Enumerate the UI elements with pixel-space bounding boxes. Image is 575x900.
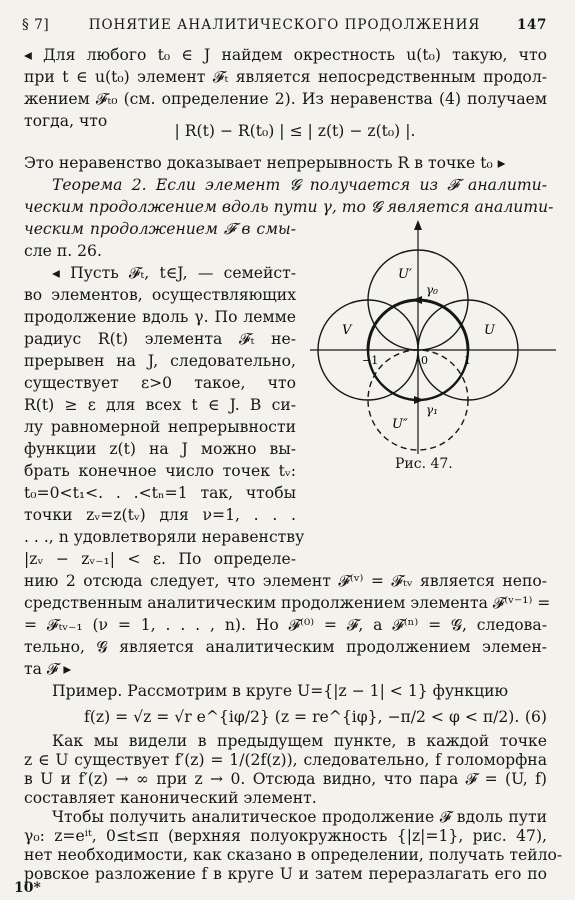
label-gamma0: γ₀ [426,283,438,297]
text-line: лу равномерной непрерывности [24,418,296,436]
text-line: функции z(t) на J можно вы- [24,440,296,458]
equation-line [24,706,547,728]
text-line: точки zᵥ=z(tᵥ) для ν=1, . . . [24,506,296,524]
theorem-line: Теорема 2. Если элемент 𝓖 получается из 𝓕 аналити- [52,176,547,194]
text-line: во элементов, осуществляющих [24,286,296,304]
text-line: ◂ Для любого t₀ ∈ J найдем окрестность u(t₀) такую, что [24,46,547,64]
text-line: нию 2 отсюда следует, что элемент 𝓕⁽ᵛ⁾ = 𝓕ₜᵥ является непо- [24,572,547,590]
text-line: Как мы видели в предыдущем пункте, в каждой точке [52,732,547,750]
text-line: при t ∈ u(t₀) элемент 𝓕ₜ является непосредственным продол- [24,68,547,86]
label-u: U [484,323,495,338]
running-header [22,17,547,41]
text-line: Это неравенство доказывает непрерывность R в точке t₀ ▸ [24,154,506,172]
figure-47 [300,218,562,478]
text-line: . . ., n удовлетворяли неравенству [24,528,305,546]
theorem-line: ческим продолжением вдоль пути γ, то 𝓖 является аналити- [24,198,554,216]
text-line: γ₀: z=eⁱᵗ, 0≤t≤π (верхняя полуокружность {|z|=1}, рис. 47), [24,827,547,845]
text-line: составляет канонический элемент. [24,789,317,807]
label-zero: 0 [421,354,428,367]
text-line: тогда, что [24,112,108,130]
text-line: ◂ Пусть 𝓕ₜ, t∈J, — семейст- [52,264,296,282]
circles-diagram [300,218,562,458]
text-line: радиус R(t) элемента 𝓕ₜ не- [24,330,296,348]
arrow-icon [412,296,422,304]
text-line: z ∈ U существует f′(z) = 1/(2f(z)), следовательно, f голоморфна [24,751,547,769]
text-line: продолжение вдоль γ. По лемме [24,308,296,326]
theorem-line: ческим продолжением 𝓕 в смы- [24,220,296,238]
label-minus-one: −1 [362,354,379,367]
text-line: R(t) ≥ ε для всех t ∈ J. В си- [24,396,296,414]
text-line: средственным аналитическим продолжением элемента 𝓕⁽ᵛ⁻¹⁾ = [24,594,551,612]
label-u-double-prime: U″ [392,417,408,432]
signature-mark: 10* [14,880,41,896]
text-line: брать конечное число точек tᵥ: [24,462,296,480]
text-line: = 𝓕ₜᵥ₋₁ (ν = 1, . . . , n). Но 𝓕⁽⁰⁾ = 𝓕, а 𝓕⁽ⁿ⁾ = 𝓖, следова- [24,616,547,634]
equation-line: | R(t) − R(t₀) | ≤ | z(t) − z(t₀) |. [174,122,416,140]
equation-number: (6) [524,708,547,726]
arrow-icon [414,396,424,404]
figure-caption: Рис. 47. [395,456,453,472]
label-gamma1: γ₁ [426,403,438,417]
text-line: тельно, 𝓖 является аналитическим продолжением элемен- [24,638,547,656]
text-line: Чтобы получить аналитическое продолжение 𝓕 вдоль пути [52,808,547,826]
label-one: 1 [464,354,471,367]
text-line: нет необходимости, как сказано в определении, получать тейло- [24,846,563,864]
label-u-prime: U′ [398,267,412,282]
label-v: V [342,323,352,338]
theorem-line: сле п. 26. [24,242,102,260]
text-line: жением 𝓕ₜ₀ (см. определение 2). Из неравенства (4) получаем [24,90,547,108]
text-line: та 𝓕 ▸ [24,660,72,678]
section-mark: § 7] [22,17,50,33]
text-line: в U и f′(z) → ∞ при z → 0. Отсюда видно, что пара 𝓕 = (U, f) [24,770,547,788]
text-line: существует ε>0 такое, что [24,374,296,392]
text-line: |zᵥ − zᵥ₋₁| < ε. По определе- [24,550,296,568]
running-title: ПОНЯТИЕ АНАЛИТИЧЕСКОГО ПРОДОЛЖЕНИЯ [88,17,481,33]
text-line: прерывен на J, следовательно, [24,352,296,370]
equation-6: f(z) = √z = √r e^{iφ/2} (z = re^{iφ}, −π/2 < φ < π/2). [84,708,520,726]
text-line: ровское разложение f в круге U и затем переразлагать его по [24,865,547,883]
axis-arrow-icon [414,220,422,230]
page-number: 147 [517,17,547,33]
text-line: t₀=0<t₁<. . .<tₙ=1 так, чтобы [24,484,296,502]
example-line: Пример. Рассмотрим в круге U={|z − 1| < 1} функцию [52,682,509,700]
